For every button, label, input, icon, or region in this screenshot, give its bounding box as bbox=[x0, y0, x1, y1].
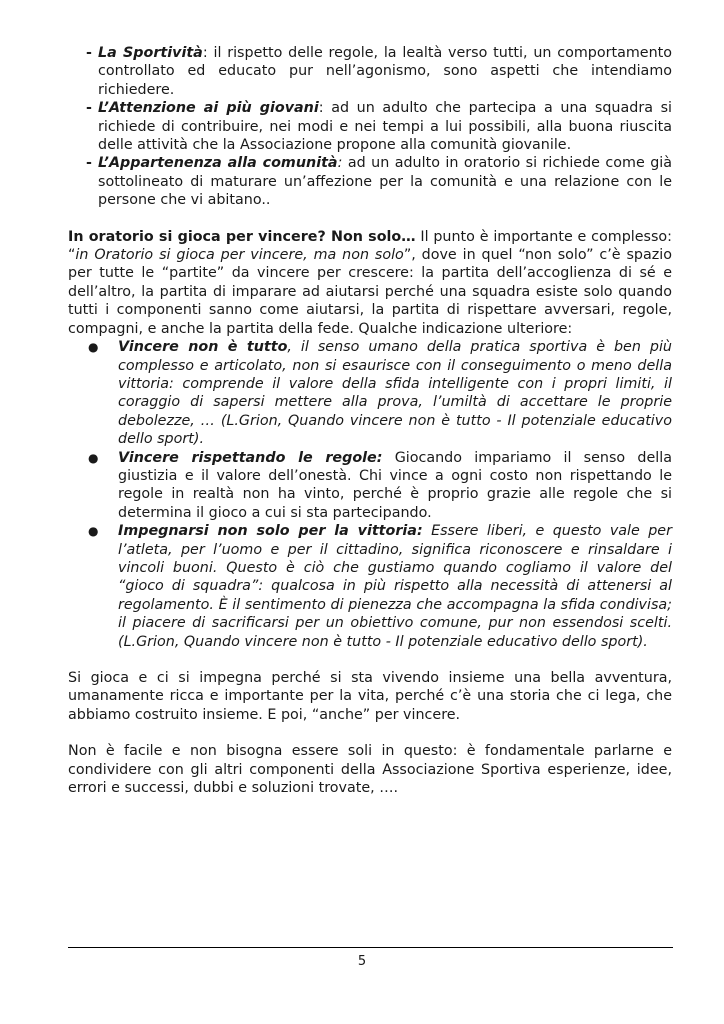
section-text: Il punto è importante e complesso: “ bbox=[68, 228, 672, 264]
bullet-list bbox=[68, 338, 672, 651]
item-text: ad un adulto in oratorio si richiede come già sottolineato di maturare un’affezione per la comunità e una relazione con le persone che vi abitano.. bbox=[98, 155, 672, 209]
footer-divider bbox=[68, 947, 673, 948]
bullet-marker: ● bbox=[88, 524, 99, 539]
section-heading: In oratorio si gioca per vincere? Non solo… bbox=[68, 228, 416, 245]
item-title: La Sportività bbox=[98, 45, 203, 61]
item-text: il senso umano della pratica sportiva è ben più complesso e articolato, non si esaurisce con il conseguimento o meno della vittoria: comprende il valore della sfida intelligente con i propri limiti, il coraggio di sapersi mettere alla prova, l’umiltà di accettare le proprie debolezze, … (L.Grion, Quando vincere non è tutto - Il potenziale educativo dello sport). bbox=[118, 339, 672, 448]
list-item bbox=[68, 44, 672, 99]
item-text: Essere liberi, e questo vale per l’atleta, per l’uomo e per il cittadino, significa riconoscere e rinsaldare i vincoli buoni. Questo è ciò che gustiamo quando cogliamo il valore del “gioco di squadra”: qualcosa in più rispetto alla necessità di attenersi al regolamento. È il sentimento di pienezza che accompagna la sfida condivisa; il piacere di sacrificarsi per un obiettivo comune, pur non essendosi scelti. (L.Grion, Quando vincere non è tutto - Il potenziale educativo dello sport). bbox=[118, 523, 672, 650]
spacer bbox=[68, 724, 672, 742]
paragraph: Non è facile e non bisogna essere soli in questo: è fondamentale parlarne e condividere con gli altri componenti della Associazione Sportiva esperienze, idee, errori e successi, dubbi e soluzioni trovate, …. bbox=[68, 743, 672, 797]
bullet-marker: ● bbox=[88, 340, 99, 355]
page-content bbox=[68, 44, 672, 797]
item-title: Vincere non è tutto bbox=[118, 339, 288, 356]
item-separator: : bbox=[318, 100, 324, 117]
item-separator: , bbox=[287, 339, 292, 356]
spacer bbox=[68, 210, 672, 228]
page-number: 5 bbox=[357, 954, 367, 969]
dash-marker: - bbox=[86, 100, 92, 117]
list-item bbox=[68, 338, 672, 448]
spacer bbox=[68, 651, 672, 669]
item-text: ad un adulto che partecipa a una squadra si richiede di contribuire, nei modi e nei tempi a lui possibili, alla buona riuscita delle attività che la Associazione propone alla comunità giovanile. bbox=[98, 100, 672, 154]
item-separator: : bbox=[202, 45, 208, 61]
list-item bbox=[68, 154, 672, 209]
list-item bbox=[68, 99, 672, 154]
item-title: L’Attenzione ai più giovani bbox=[98, 100, 319, 117]
item-title: Vincere rispettando le regole: bbox=[118, 449, 383, 466]
section-paragraph bbox=[68, 228, 672, 338]
dash-list bbox=[68, 44, 672, 210]
item-title: Impegnarsi non solo per la vittoria: bbox=[118, 523, 423, 540]
bullet-marker: ● bbox=[88, 450, 99, 465]
section-text: ”, dove in quel “non solo” c’è spazio per tutte le “partite” da vincere per crescere: la partita dell’accoglienza di sé e dell’altro, la partita di imparare ad aiutarsi perché una squadra esiste solo quando tutti i componenti sanno come aiutarsi, la partita di rispettare avversari, regole, compagni, e anche la partita della fede. Qualche indicazione ulteriore: bbox=[68, 247, 672, 337]
paragraph: Si gioca e ci si impegna perché si sta vivendo insieme una bella avventura, umanamente ricca e importante per la vita, perché c’è una storia che ci lega, che abbiamo costruito insieme. E poi, “anche” per vincere. bbox=[68, 670, 672, 723]
item-text: il rispetto delle regole, la lealtà verso tutti, un comportamento controllato ed educato pur nell’agonismo, sono aspetti che intendiamo richiedere. bbox=[98, 45, 673, 98]
item-title: L’Appartenenza alla comunità bbox=[98, 155, 338, 172]
list-item bbox=[68, 522, 672, 651]
section-quote: in Oratorio si gioca per vincere, ma non solo bbox=[75, 247, 404, 264]
dash-marker: - bbox=[86, 45, 92, 61]
dash-marker: - bbox=[86, 155, 92, 172]
item-separator: : bbox=[337, 155, 343, 172]
item-text: Giocando impariamo il senso della giustizia e il valore dell’onestà. Chi vince a ogni costo non rispettando le regole in realtà non ha vinto, perché è proprio grazie alle regole che si determina il gioco a cui si sta partecipando. bbox=[118, 449, 672, 521]
list-item bbox=[68, 449, 672, 523]
